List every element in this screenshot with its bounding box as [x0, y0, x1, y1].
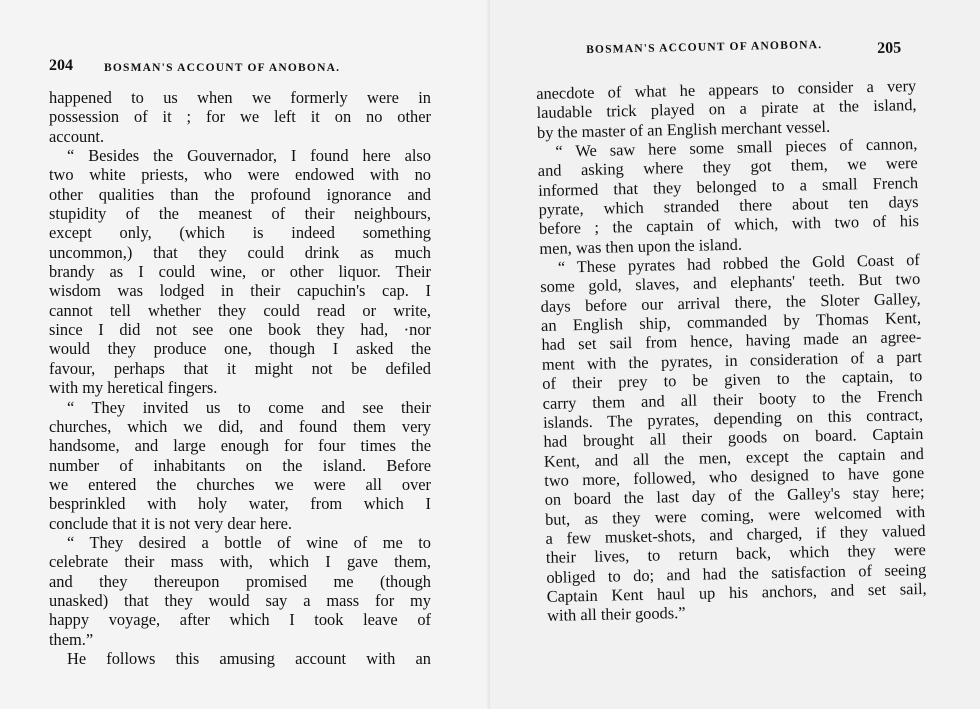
- text-line: “ They desired a bottle of wine of me to: [67, 532, 431, 552]
- text-line: happened to us when we formerly were in: [49, 88, 431, 107]
- text-line: of their prey to be given to the captain, to: [542, 366, 923, 394]
- text-line: unasked) that they would say a mass for my: [49, 590, 431, 610]
- text-line: ment with the pyrates, in consideration of a part: [541, 346, 922, 374]
- text-line: on board the last day of the Galley's stay here;: [544, 482, 925, 510]
- text-line: other qualities than the profound ignorance and: [49, 184, 431, 204]
- text-line: carry them and all their booty to the French: [542, 385, 923, 413]
- text-line: cannot tell whether they could read or write,: [49, 300, 431, 320]
- text-line: since I did not see one book they had, ·nor: [49, 320, 431, 340]
- left-running-title: BOSMAN'S ACCOUNT OF ANOBONA.: [104, 62, 341, 74]
- text-line: and they thereupon promised me (though: [49, 571, 431, 591]
- text-line: number of inhabitants on the island. Before: [49, 455, 431, 475]
- text-line: He follows this amusing account with an: [67, 648, 431, 668]
- text-line: “ Besides the Gouvernador, I found here also: [67, 146, 431, 166]
- text-line: happy voyage, after which I took leave of: [49, 610, 431, 630]
- text-line: account.: [49, 126, 105, 146]
- text-line: “ They invited us to come and see their: [67, 397, 431, 417]
- text-line: obliged to do; and had the satisfaction of seeing: [546, 559, 927, 587]
- text-line: conclude that it is not very dear here.: [49, 513, 293, 533]
- text-line: anecdote of what he appears to consider a very: [536, 76, 917, 103]
- text-line: by the master of an English merchant vessel.: [536, 116, 831, 142]
- text-line: had brought all their goods on board. Captain: [543, 424, 924, 452]
- text-line: celebrate their mass with, which I gave them,: [49, 552, 431, 572]
- left-body-text: [49, 88, 431, 668]
- text-line: two white priests, who were endowed with no: [49, 165, 431, 185]
- right-body-text: [536, 76, 927, 625]
- text-line: “ These pyrates had robbed the Gold Coast of: [557, 250, 920, 277]
- text-line: some gold, slaves, and elephants' teeth. But two: [540, 269, 921, 297]
- text-line: them.”: [49, 629, 94, 649]
- text-line: besprinkled with holy water, from which I: [49, 494, 431, 514]
- text-line: men, was then upon the island.: [539, 234, 743, 258]
- text-line: “ We saw here some small pieces of cannon,: [555, 134, 918, 161]
- text-line: but, as they were coming, were welcomed with: [544, 501, 926, 529]
- text-line: laudable trick played on a pirate at the island,: [536, 95, 917, 123]
- text-line: had set sail from hence, having made an agree-: [541, 327, 922, 355]
- text-line: and asking where they got them, we were: [537, 153, 918, 181]
- text-line: pyrate, which stranded there about ten days: [538, 192, 919, 220]
- text-line: their lives, to return back, which they were: [545, 540, 927, 568]
- text-line: wisdom was lodged in their capuchin's cap. I: [49, 281, 431, 301]
- text-line: two more, followed, who designed to have gone: [544, 462, 925, 490]
- text-line: Kent, and all the men, except the captain and: [543, 443, 925, 471]
- text-line: churches, which we did, and found them very: [49, 416, 431, 436]
- text-line: we entered the churches we were all over: [49, 474, 431, 494]
- text-line: islands. The pyrates, depending on this contract,: [542, 404, 924, 432]
- text-line: informed that they belonged to a small French: [538, 172, 919, 200]
- text-line: before ; the captain of which, with two of his: [538, 211, 920, 239]
- text-line: would they produce one, though I asked the: [49, 339, 431, 359]
- text-line: brandy as I could wine, or other liquor. Their: [49, 262, 431, 282]
- right-page-number: 205: [877, 39, 902, 57]
- text-line: with all their goods.”: [546, 603, 686, 626]
- right-page: [490, 0, 980, 709]
- text-line: possession of it ; for we left it on no other: [49, 107, 431, 127]
- text-line: a few musket-shots, and charged, if they valued: [545, 520, 926, 548]
- text-line: favour, perhaps that it might not be defiled: [49, 358, 431, 378]
- text-line: Captain Kent haul up his anchors, and set sail,: [546, 578, 927, 606]
- text-line: days before our arrival there, the Sloter Galley,: [540, 288, 921, 316]
- text-line: handsome, and large enough for four times the: [49, 436, 431, 456]
- left-page-number: 204: [49, 57, 73, 74]
- text-line: with my heretical fingers.: [49, 378, 218, 398]
- text-line: an English ship, commanded by Thomas Kent,: [540, 308, 922, 336]
- text-line: stupidity of the meanest of their neighbours,: [49, 204, 431, 224]
- right-running-title: BOSMAN'S ACCOUNT OF ANOBONA.: [586, 39, 823, 56]
- text-line: except only, (which is indeed something: [49, 223, 431, 243]
- text-line: uncommon,) that they could drink as much: [49, 242, 431, 262]
